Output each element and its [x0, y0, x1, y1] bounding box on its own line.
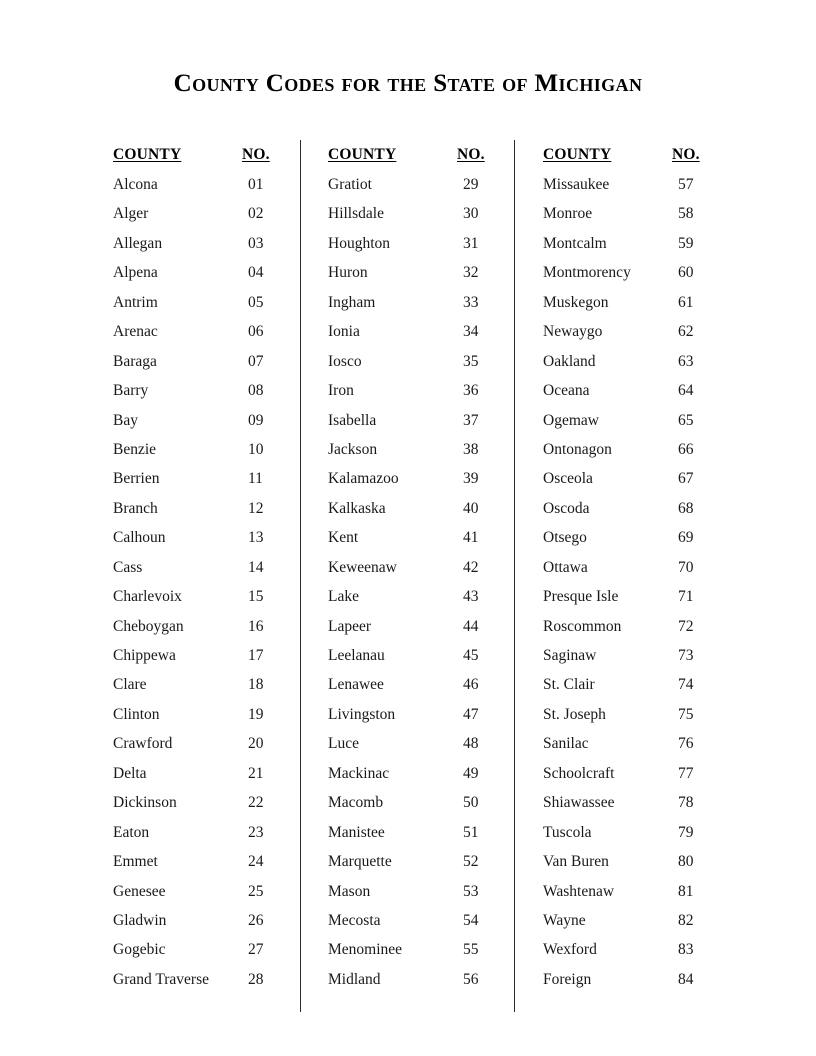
table-row	[105, 729, 295, 758]
county-name: Marquette	[328, 853, 392, 871]
county-name: Branch	[113, 499, 158, 517]
county-name: Van Buren	[543, 853, 609, 871]
county-code: 63	[678, 352, 694, 370]
table-row	[535, 877, 725, 906]
county-code: 62	[678, 323, 694, 341]
county-name: Lake	[328, 588, 359, 606]
county-code: 23	[248, 823, 264, 841]
county-name: Tuscola	[543, 823, 592, 841]
county-code: 20	[248, 735, 264, 753]
county-code: 73	[678, 647, 694, 664]
county-code: 57	[678, 176, 694, 193]
county-code: 30	[463, 205, 479, 223]
county-name: Arenac	[113, 323, 158, 341]
county-name: Huron	[328, 264, 368, 282]
table-row	[320, 729, 510, 758]
table-row	[105, 406, 295, 435]
county-name: Antrim	[113, 293, 158, 311]
county-name: Washtenaw	[543, 882, 615, 900]
county-name: Houghton	[328, 234, 390, 252]
county-name: Grand Traverse	[113, 970, 209, 988]
table-row	[320, 818, 510, 847]
county-code: 44	[463, 617, 479, 635]
table-row	[535, 759, 725, 788]
table-row	[320, 965, 510, 994]
table-row	[105, 670, 295, 699]
county-code: 52	[463, 853, 479, 871]
county-name: Delta	[113, 764, 147, 782]
table-row	[105, 759, 295, 788]
county-name: Oscoda	[543, 499, 590, 517]
county-code: 07	[248, 352, 264, 370]
table-row	[320, 317, 510, 346]
table-row	[535, 935, 725, 964]
table-row	[105, 347, 295, 376]
county-name: Midland	[328, 970, 381, 988]
county-name: Lenawee	[328, 676, 384, 694]
table-row	[535, 906, 725, 935]
header-county: COUNTY	[113, 146, 182, 163]
county-code: 10	[248, 440, 264, 458]
county-code: 61	[678, 293, 694, 311]
table-row	[105, 877, 295, 906]
county-name: Gogebic	[113, 941, 166, 959]
table-row	[105, 494, 295, 523]
county-code: 69	[678, 529, 694, 547]
table-row	[105, 612, 295, 641]
table-row	[105, 288, 295, 317]
county-name: Keweenaw	[328, 558, 397, 576]
county-code: 27	[248, 941, 264, 959]
county-code: 05	[248, 293, 264, 311]
county-name: Ionia	[328, 323, 360, 341]
county-name: Montmorency	[543, 264, 631, 282]
county-code: 49	[463, 764, 479, 782]
table-row	[535, 641, 725, 670]
header-county: COUNTY	[328, 146, 397, 163]
table-row	[105, 818, 295, 847]
county-name: Roscommon	[543, 617, 622, 635]
county-code: 37	[463, 411, 479, 429]
header-number: NO.	[672, 146, 700, 163]
county-name: Crawford	[113, 735, 173, 753]
table-row	[105, 641, 295, 670]
county-code: 43	[463, 588, 479, 606]
county-code: 24	[248, 853, 264, 871]
county-code: 36	[463, 382, 479, 400]
table-row	[320, 464, 510, 493]
county-code: 80	[678, 853, 694, 871]
table-row	[320, 847, 510, 876]
county-name: Lapeer	[328, 617, 372, 635]
county-code: 31	[463, 234, 479, 252]
county-code: 35	[463, 352, 479, 370]
county-name: Genesee	[113, 882, 166, 900]
county-name: Osceola	[543, 470, 593, 488]
table-row	[535, 494, 725, 523]
county-code: 59	[678, 234, 694, 252]
county-code: 84	[678, 970, 694, 988]
table-row	[105, 435, 295, 464]
county-code: 83	[678, 941, 694, 959]
county-name: St. Clair	[543, 676, 595, 694]
header-number: NO.	[242, 146, 270, 163]
county-name: Mackinac	[328, 764, 390, 782]
table-row	[320, 229, 510, 258]
table-row	[320, 435, 510, 464]
county-name: Ogemaw	[543, 411, 599, 429]
county-name: Muskegon	[543, 293, 609, 311]
county-code: 19	[248, 705, 264, 723]
table-row	[535, 700, 725, 729]
county-code: 75	[678, 705, 694, 723]
county-name: Otsego	[543, 529, 587, 547]
county-code: 21	[248, 764, 264, 782]
county-name: Iosco	[328, 352, 362, 370]
county-name: Berrien	[113, 470, 160, 488]
table-rows-1	[105, 170, 295, 994]
table-row	[320, 612, 510, 641]
column-header-3	[535, 140, 725, 170]
table-row	[105, 258, 295, 287]
table-row	[105, 464, 295, 493]
county-name: Hillsdale	[328, 205, 384, 223]
table-row	[105, 582, 295, 611]
county-code: 53	[463, 882, 479, 900]
county-code: 28	[248, 970, 264, 988]
table-row	[320, 670, 510, 699]
county-code: 70	[678, 558, 694, 576]
county-code: 17	[248, 647, 264, 664]
table-rows-3	[535, 170, 725, 994]
county-code: 58	[678, 205, 694, 223]
county-code: 08	[248, 382, 264, 400]
county-code: 77	[678, 764, 694, 782]
county-name: Ingham	[328, 293, 376, 311]
county-name: Mason	[328, 882, 371, 900]
county-name: Shiawassee	[543, 794, 615, 812]
county-code: 16	[248, 617, 264, 635]
county-name: Oakland	[543, 352, 596, 370]
table-column-1	[105, 140, 295, 1012]
county-name: Barry	[113, 382, 149, 400]
county-code: 32	[463, 264, 479, 282]
county-name: Kalamazoo	[328, 470, 399, 488]
table-row	[320, 553, 510, 582]
header-number: NO.	[457, 146, 485, 163]
table-row	[535, 818, 725, 847]
county-name: Saginaw	[543, 647, 597, 664]
county-name: Missaukee	[543, 176, 610, 193]
table-row	[320, 288, 510, 317]
county-name: Alger	[113, 205, 149, 223]
county-code: 48	[463, 735, 479, 753]
county-code: 47	[463, 705, 479, 723]
county-code: 33	[463, 293, 479, 311]
county-code: 39	[463, 470, 479, 488]
header-county: COUNTY	[543, 146, 612, 163]
table-column-2	[320, 140, 510, 1012]
table-row	[320, 199, 510, 228]
county-name: Luce	[328, 735, 359, 753]
county-code: 22	[248, 794, 264, 812]
county-name: Jackson	[328, 440, 378, 458]
county-code: 11	[248, 470, 263, 488]
page-title: County Codes for the State of Michigan	[173, 70, 643, 97]
county-code: 67	[678, 470, 694, 488]
county-code: 66	[678, 440, 694, 458]
table-row	[535, 258, 725, 287]
county-code: 54	[463, 911, 479, 929]
table-row	[105, 847, 295, 876]
county-code: 09	[248, 411, 264, 429]
county-code: 79	[678, 823, 694, 841]
county-code: 04	[248, 264, 264, 282]
county-code: 81	[678, 882, 694, 900]
county-name: Presque Isle	[543, 588, 619, 606]
county-name: Iron	[328, 382, 354, 400]
county-code: 72	[678, 617, 694, 635]
table-row	[320, 906, 510, 935]
table-row	[535, 229, 725, 258]
table-row	[105, 170, 295, 199]
county-name: Allegan	[113, 234, 163, 252]
table-row	[535, 553, 725, 582]
table-row	[105, 906, 295, 935]
table-row	[105, 553, 295, 582]
county-code: 40	[463, 499, 479, 517]
county-name: Baraga	[113, 352, 157, 370]
table-row	[105, 523, 295, 552]
county-code: 25	[248, 882, 264, 900]
county-code: 29	[463, 176, 479, 193]
county-code: 78	[678, 794, 694, 812]
county-name: Clinton	[113, 705, 160, 723]
county-name: Foreign	[543, 970, 592, 988]
county-name: Gladwin	[113, 911, 167, 929]
county-code: 45	[463, 647, 479, 664]
county-code: 12	[248, 499, 264, 517]
county-name: Emmet	[113, 853, 158, 871]
county-name: Dickinson	[113, 794, 177, 812]
table-row	[320, 376, 510, 405]
column-divider-2	[514, 140, 515, 1012]
county-code: 01	[248, 176, 264, 193]
column-header-1	[105, 140, 295, 170]
table-rows-2	[320, 170, 510, 994]
county-code: 68	[678, 499, 694, 517]
table-row	[320, 935, 510, 964]
table-row	[320, 641, 510, 670]
county-code: 46	[463, 676, 479, 694]
table-row	[320, 700, 510, 729]
county-name: Clare	[113, 676, 147, 694]
table-row	[535, 406, 725, 435]
county-code: 65	[678, 411, 694, 429]
county-code: 50	[463, 794, 479, 812]
table-row	[105, 788, 295, 817]
county-code: 42	[463, 558, 479, 576]
table-row	[535, 317, 725, 346]
county-name: Gratiot	[328, 176, 372, 193]
county-name: Leelanau	[328, 647, 385, 664]
table-row	[535, 170, 725, 199]
table-row	[535, 582, 725, 611]
county-name: Wexford	[543, 941, 597, 959]
table-row	[535, 523, 725, 552]
county-name: Ottawa	[543, 558, 588, 576]
county-name: Alcona	[113, 176, 158, 193]
county-code: 56	[463, 970, 479, 988]
county-code: 34	[463, 323, 479, 341]
table-row	[320, 523, 510, 552]
county-code: 71	[678, 588, 694, 606]
table-row	[105, 965, 295, 994]
county-code: 02	[248, 205, 264, 223]
county-name: Wayne	[543, 911, 586, 929]
table-row	[105, 935, 295, 964]
county-name: Ontonagon	[543, 440, 612, 458]
county-code: 82	[678, 911, 694, 929]
county-name: Mecosta	[328, 911, 381, 929]
table-row	[105, 376, 295, 405]
county-name: Isabella	[328, 411, 377, 429]
county-name: Kalkaska	[328, 499, 386, 517]
county-code: 74	[678, 676, 694, 694]
county-code: 18	[248, 676, 264, 694]
table-row	[535, 435, 725, 464]
county-name: Manistee	[328, 823, 385, 841]
county-name: Cass	[113, 558, 143, 576]
county-name: Alpena	[113, 264, 158, 282]
county-code: 15	[248, 588, 264, 606]
county-name: Cheboygan	[113, 617, 184, 635]
county-code: 76	[678, 735, 694, 753]
table-row	[320, 877, 510, 906]
table-row	[105, 229, 295, 258]
table-row	[105, 317, 295, 346]
county-name: Charlevoix	[113, 588, 182, 606]
county-code: 13	[248, 529, 264, 547]
county-code: 38	[463, 440, 479, 458]
table-row	[535, 464, 725, 493]
column-header-2	[320, 140, 510, 170]
table-row	[535, 847, 725, 876]
county-name: Newaygo	[543, 323, 603, 341]
table-row	[535, 199, 725, 228]
table-row	[320, 494, 510, 523]
county-code: 55	[463, 941, 479, 959]
county-code: 64	[678, 382, 694, 400]
table-row	[320, 258, 510, 287]
county-name: St. Joseph	[543, 705, 606, 723]
table-row	[535, 670, 725, 699]
table-row	[320, 582, 510, 611]
county-name: Calhoun	[113, 529, 166, 547]
county-name: Chippewa	[113, 647, 176, 664]
county-code-table	[105, 140, 711, 1012]
county-code: 41	[463, 529, 479, 547]
county-name: Eaton	[113, 823, 150, 841]
table-row	[320, 788, 510, 817]
table-row	[320, 759, 510, 788]
county-name: Schoolcraft	[543, 764, 615, 782]
table-row	[320, 406, 510, 435]
county-code: 14	[248, 558, 264, 576]
county-code: 03	[248, 234, 264, 252]
county-code: 06	[248, 323, 264, 341]
county-name: Macomb	[328, 794, 384, 812]
county-name: Oceana	[543, 382, 590, 400]
county-name: Livingston	[328, 705, 396, 723]
table-row	[105, 700, 295, 729]
table-column-3	[535, 140, 725, 1012]
county-name: Bay	[113, 411, 138, 429]
county-code: 51	[463, 823, 479, 841]
table-row	[320, 347, 510, 376]
table-row	[535, 729, 725, 758]
table-row	[535, 965, 725, 994]
county-code: 60	[678, 264, 694, 282]
table-row	[320, 170, 510, 199]
table-row	[105, 199, 295, 228]
county-code: 26	[248, 911, 264, 929]
county-name: Montcalm	[543, 234, 607, 252]
table-row	[535, 347, 725, 376]
county-name: Menominee	[328, 941, 403, 959]
county-name: Sanilac	[543, 735, 589, 753]
table-row	[535, 612, 725, 641]
table-row	[535, 288, 725, 317]
county-name: Benzie	[113, 440, 157, 458]
column-divider-1	[300, 140, 301, 1012]
table-row	[535, 376, 725, 405]
county-name: Monroe	[543, 205, 593, 223]
table-row	[535, 788, 725, 817]
county-name: Kent	[328, 529, 359, 547]
